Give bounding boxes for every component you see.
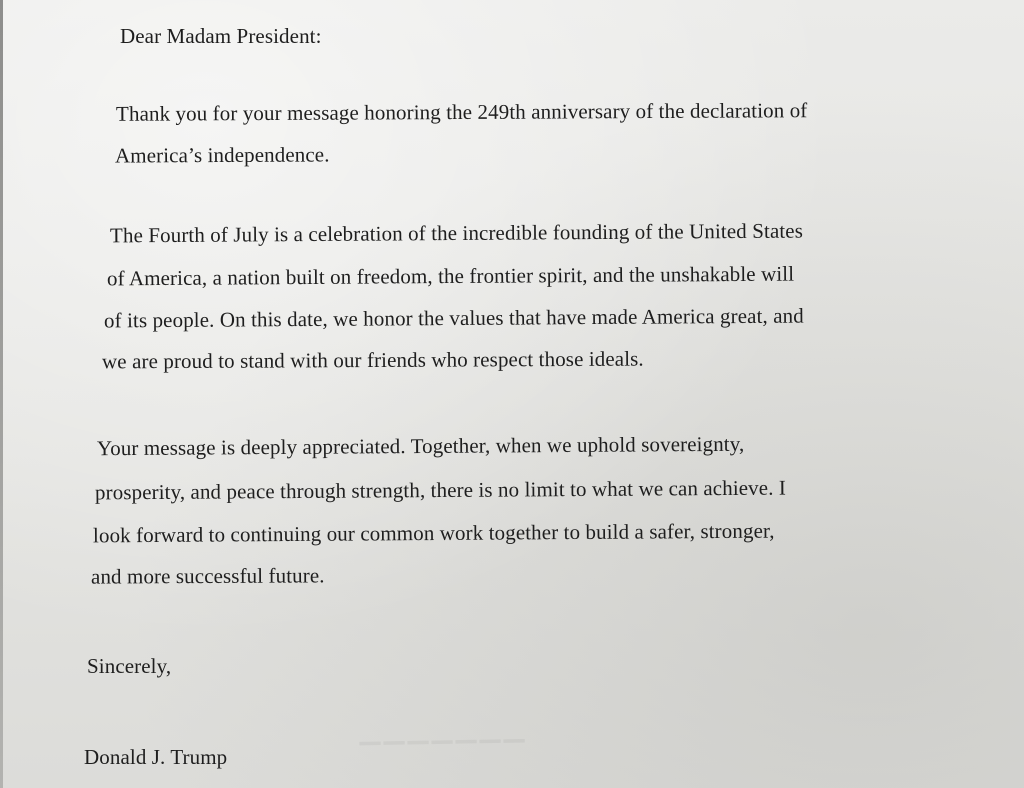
paragraph-3-line-2: prosperity, and peace through strength, there is no limit to what we can achieve. I	[94, 475, 787, 505]
paragraph-3-line-1: Your message is deeply appreciated. Together, when we uphold sovereignty,	[96, 431, 745, 461]
paragraph-3-line-4: and more successful future.	[90, 563, 325, 589]
paragraph-1-line-2: America’s independence.	[114, 142, 330, 168]
page-edge-shadow	[0, 0, 3, 788]
paragraph-1-line-1: Thank you for your message honoring the 249th anniversary of the declaration of	[115, 98, 808, 126]
paragraph-2-line-4: we are proud to stand with our friends who respect those ideals.	[101, 346, 644, 374]
salutation: Dear Madam President:	[120, 24, 322, 48]
closing: Sincerely,	[87, 654, 172, 678]
paragraph-2-line-1: The Fourth of July is a celebration of the incredible founding of the United States	[109, 218, 804, 248]
signature-name: Donald J. Trump	[84, 745, 228, 769]
paragraph-2-line-2: of America, a nation built on freedom, the frontier spirit, and the unshakable will	[106, 261, 795, 291]
show-through-mark: ⎯⎯⎯⎯⎯⎯⎯	[359, 714, 529, 763]
paragraph-3-line-3: look forward to continuing our common work together to build a safer, stronger,	[92, 518, 775, 548]
paragraph-2-line-3: of its people. On this date, we honor the values that have made America great, and	[103, 303, 804, 333]
